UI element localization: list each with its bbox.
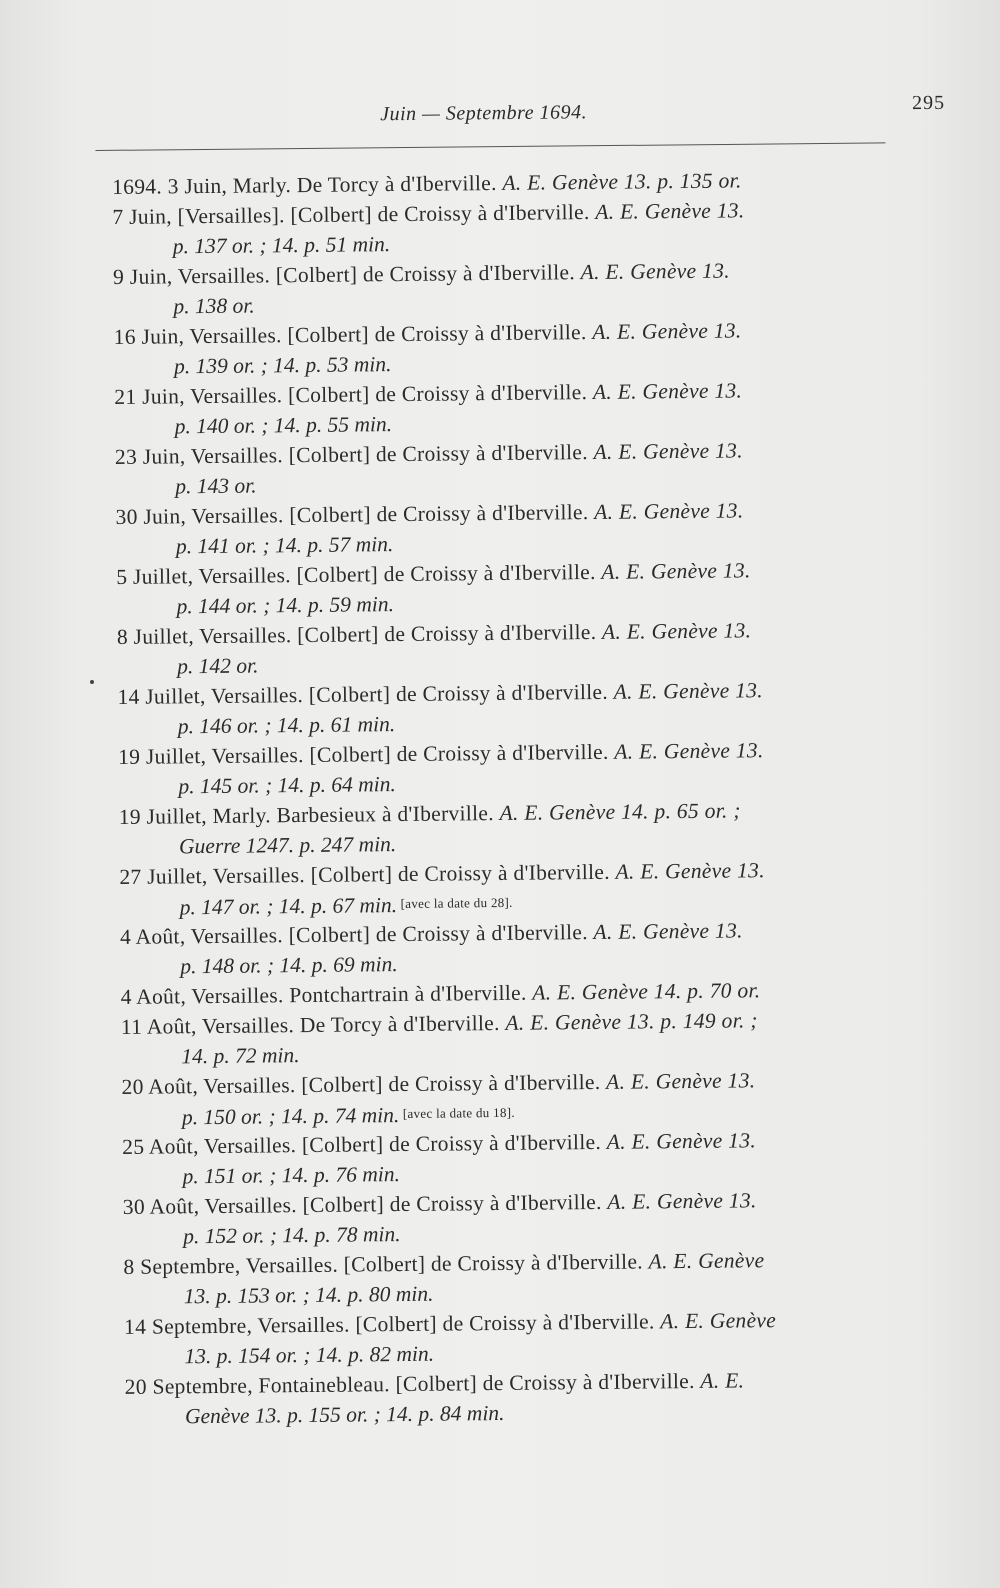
list-item bbox=[112, 193, 943, 262]
entry-continuation-reference: p. 147 or. ; 14. p. 67 min. bbox=[179, 893, 398, 920]
margin-dot bbox=[90, 680, 94, 684]
list-item bbox=[113, 253, 944, 322]
entry-date: 30 Juin, Versailles. bbox=[115, 503, 284, 529]
entry-date: 9 Juin, Versailles. bbox=[112, 263, 271, 289]
entry-correspondents: [Colbert] de Croissy à d'Iberville. bbox=[295, 1069, 607, 1098]
entry-date: 23 Juin, Versailles. bbox=[114, 443, 284, 469]
entry-continuation-reference: p. 141 or. ; 14. p. 57 min. bbox=[175, 532, 394, 559]
entry-archive-reference: A. E. Genève 13. bbox=[605, 1068, 756, 1094]
header-rule bbox=[95, 142, 885, 151]
entry-archive-reference: A. E. Genève 13. bbox=[613, 678, 764, 704]
list-item bbox=[122, 1123, 953, 1192]
entry-date: 7 Juin, [Versailles]. bbox=[112, 203, 285, 229]
list-item bbox=[117, 613, 948, 682]
entry-archive-reference: A. E. Genève bbox=[648, 1248, 765, 1274]
entry-correspondents: Barbesieux à d'Iberville. bbox=[270, 800, 500, 828]
entry-date: 25 Août, Versailles. bbox=[122, 1133, 297, 1159]
entry-continuation-reference: p. 137 or. ; 14. p. 51 min. bbox=[172, 232, 391, 259]
entry-archive-reference: A. E. Genève 13. bbox=[595, 198, 745, 224]
entry-date: 8 Juillet, Versailles. bbox=[116, 623, 292, 649]
list-item bbox=[119, 853, 950, 922]
entry-correspondents: [Colbert] de Croissy à d'Iberville. bbox=[296, 1189, 608, 1218]
entry-correspondents: [Colbert] de Croissy à d'Iberville. bbox=[284, 199, 596, 228]
list-item bbox=[118, 733, 949, 802]
entry-correspondents: [Colbert] de Croissy à d'Iberville. bbox=[282, 920, 594, 948]
entry-archive-reference: A. E. Genève 13. bbox=[601, 558, 751, 584]
list-item bbox=[114, 313, 945, 382]
list-item bbox=[115, 493, 946, 562]
entry-archive-reference: A. E. Genève 14. p. 65 or. ; bbox=[499, 798, 741, 825]
entry-date: 19 Juillet, Versailles. bbox=[118, 743, 304, 769]
entry-archive-reference: A. E. Genève 13. bbox=[580, 258, 730, 285]
entry-continuation-reference: p. 143 or. bbox=[175, 473, 257, 499]
entry-continuation-reference: p. 151 or. ; 14. p. 76 min. bbox=[182, 1162, 401, 1189]
entry-archive-reference: A. E. Genève 13. p. 149 or. ; bbox=[505, 1008, 758, 1035]
entry-continuation-reference: Guerre 1247. p. 247 min. bbox=[178, 832, 397, 859]
list-item bbox=[119, 793, 950, 862]
entry-archive-reference: A. E. Genève 13. bbox=[593, 438, 743, 464]
entry-correspondents: [Colbert] de Croissy à d'Iberville. bbox=[290, 559, 602, 588]
entry-continuation-reference: p. 145 or. ; 14. p. 64 min. bbox=[178, 772, 396, 799]
entry-correspondents: [Colbert] de Croissy à d'Iberville. bbox=[303, 679, 614, 708]
entry-correspondents: [Colbert] de Croissy à d'Iberville. bbox=[389, 1368, 701, 1397]
entry-archive-reference: A. E. Genève 13. bbox=[615, 858, 765, 884]
entry-date: 20 Septembre, Fontainebleau. bbox=[124, 1372, 390, 1399]
entry-continuation-reference: p. 144 or. ; 14. p. 59 min. bbox=[176, 592, 395, 619]
list-item bbox=[123, 1243, 954, 1312]
entry-correspondents: [Colbert] de Croissy à d'Iberville. bbox=[281, 319, 593, 348]
entry-correspondents: [Colbert] de Croissy à d'Iberville. bbox=[282, 439, 594, 468]
entry-date: 5 Juillet, Versailles. bbox=[116, 563, 291, 589]
entry-continuation-reference: 13. p. 154 or. ; 14. p. 82 min. bbox=[184, 1341, 435, 1369]
list-item bbox=[124, 1303, 955, 1372]
entry-date: 30 Août, Versailles. bbox=[122, 1193, 297, 1219]
entry-archive-reference: A. E. Genève 13. bbox=[593, 918, 743, 944]
entry-archive-reference: A. E. Genève bbox=[660, 1308, 777, 1334]
entry-continuation-reference: p. 142 or. bbox=[177, 653, 259, 679]
page-header bbox=[95, 92, 945, 140]
entry-continuation-reference: p. 150 or. ; 14. p. 74 min. bbox=[181, 1103, 400, 1130]
entry-correspondents: [Colbert] de Croissy à d'Iberville. bbox=[303, 739, 615, 768]
entry-archive-reference: A. E. Genève 13. bbox=[606, 1128, 757, 1154]
entry-correspondents: [Colbert] de Croissy à d'Iberville. bbox=[283, 499, 595, 528]
entry-correspondents: [Colbert] de Croissy à d'Iberville. bbox=[349, 1309, 661, 1337]
list-item bbox=[114, 373, 945, 442]
entry-archive-reference: A. E. Genève 13. bbox=[592, 318, 742, 344]
entry-correspondents: [Colbert] de Croissy à d'Iberville. bbox=[269, 260, 581, 288]
entry-continuation-reference: p. 139 or. ; 14. p. 53 min. bbox=[173, 352, 392, 379]
entry-continuation-reference: p. 138 or. bbox=[173, 293, 255, 319]
running-title: Juin — Septembre 1694. bbox=[380, 101, 588, 126]
entry-archive-reference: A. E. Genève 13. bbox=[592, 378, 743, 404]
entry-correspondents: Pontchartrain à d'Iberville. bbox=[283, 980, 533, 1008]
entry-archive-reference: A. E. Genève 13. bbox=[601, 618, 752, 644]
entry-archive-reference: A. E. Genève 13. bbox=[594, 498, 744, 524]
entry-date-note: [avec la date du 28]. bbox=[397, 894, 513, 912]
entry-date: 14 Septembre, Versailles. bbox=[123, 1312, 350, 1339]
entry-list bbox=[112, 163, 955, 1432]
list-item bbox=[121, 1063, 952, 1132]
entry-correspondents: [Colbert] de Croissy à d'Iberville. bbox=[296, 1129, 607, 1158]
list-item bbox=[120, 913, 951, 982]
entry-date: 8 Septembre, Versailles. bbox=[123, 1252, 339, 1279]
entry-correspondents: [Colbert] de Croissy à d'Iberville. bbox=[337, 1249, 649, 1277]
entry-date: 21 Juin, Versailles. bbox=[114, 383, 283, 409]
entry-continuation-reference: Genève 13. p. 155 or. ; 14. p. 84 min. bbox=[184, 1400, 505, 1429]
entry-continuation-reference: p. 146 or. ; 14. p. 61 min. bbox=[177, 712, 396, 739]
list-item bbox=[121, 1003, 952, 1072]
entry-archive-reference: A. E. Genève 13. bbox=[614, 738, 764, 764]
list-item bbox=[115, 433, 946, 502]
page-number: 295 bbox=[911, 91, 946, 115]
entry-date-note: [avec la date du 18]. bbox=[399, 1104, 515, 1122]
entry-correspondents: [Colbert] de Croissy à d'Iberville. bbox=[282, 379, 594, 408]
entry-archive-reference: A. E. Genève 13. bbox=[607, 1188, 757, 1214]
list-item bbox=[117, 673, 948, 742]
entry-date: 4 Août, Versailles. bbox=[119, 923, 284, 949]
entry-continuation-reference: 13. p. 153 or. ; 14. p. 80 min. bbox=[183, 1281, 434, 1309]
entry-continuation-reference: 14. p. 72 min. bbox=[181, 1043, 300, 1069]
entry-archive-reference: A. E. bbox=[700, 1368, 745, 1393]
list-item bbox=[125, 1363, 956, 1432]
list-item bbox=[116, 553, 947, 622]
entry-archive-reference: A. E. Genève 14. p. 70 or. bbox=[532, 978, 761, 1005]
entry-date: 11 Août, Versailles. bbox=[120, 1013, 295, 1039]
entry-date: 4 Août, Versailles. bbox=[120, 983, 284, 1009]
entry-correspondents: De Torcy à d'Iberville. bbox=[291, 170, 503, 198]
entry-archive-reference: A. E. Genève 13. p. 135 or. bbox=[502, 168, 742, 195]
list-item bbox=[123, 1183, 954, 1252]
entry-correspondents: [Colbert] de Croissy à d'Iberville. bbox=[304, 859, 616, 888]
entry-date: 1694. 3 Juin, Marly. bbox=[112, 173, 292, 199]
entry-date: 19 Juillet, Marly. bbox=[118, 803, 271, 829]
entry-date: 27 Juillet, Versailles. bbox=[119, 863, 306, 889]
entry-date: 14 Juillet, Versailles. bbox=[117, 683, 304, 709]
entry-correspondents: De Torcy à d'Iberville. bbox=[294, 1010, 506, 1038]
entry-continuation-reference: p. 148 or. ; 14. p. 69 min. bbox=[180, 952, 398, 979]
entry-date: 16 Juin, Versailles. bbox=[113, 323, 282, 349]
entry-correspondents: [Colbert] de Croissy à d'Iberville. bbox=[291, 619, 603, 648]
entry-date: 20 Août, Versailles. bbox=[121, 1073, 296, 1099]
entry-continuation-reference: p. 152 or. ; 14. p. 78 min. bbox=[183, 1222, 401, 1249]
entry-continuation-reference: p. 140 or. ; 14. p. 55 min. bbox=[174, 412, 393, 439]
